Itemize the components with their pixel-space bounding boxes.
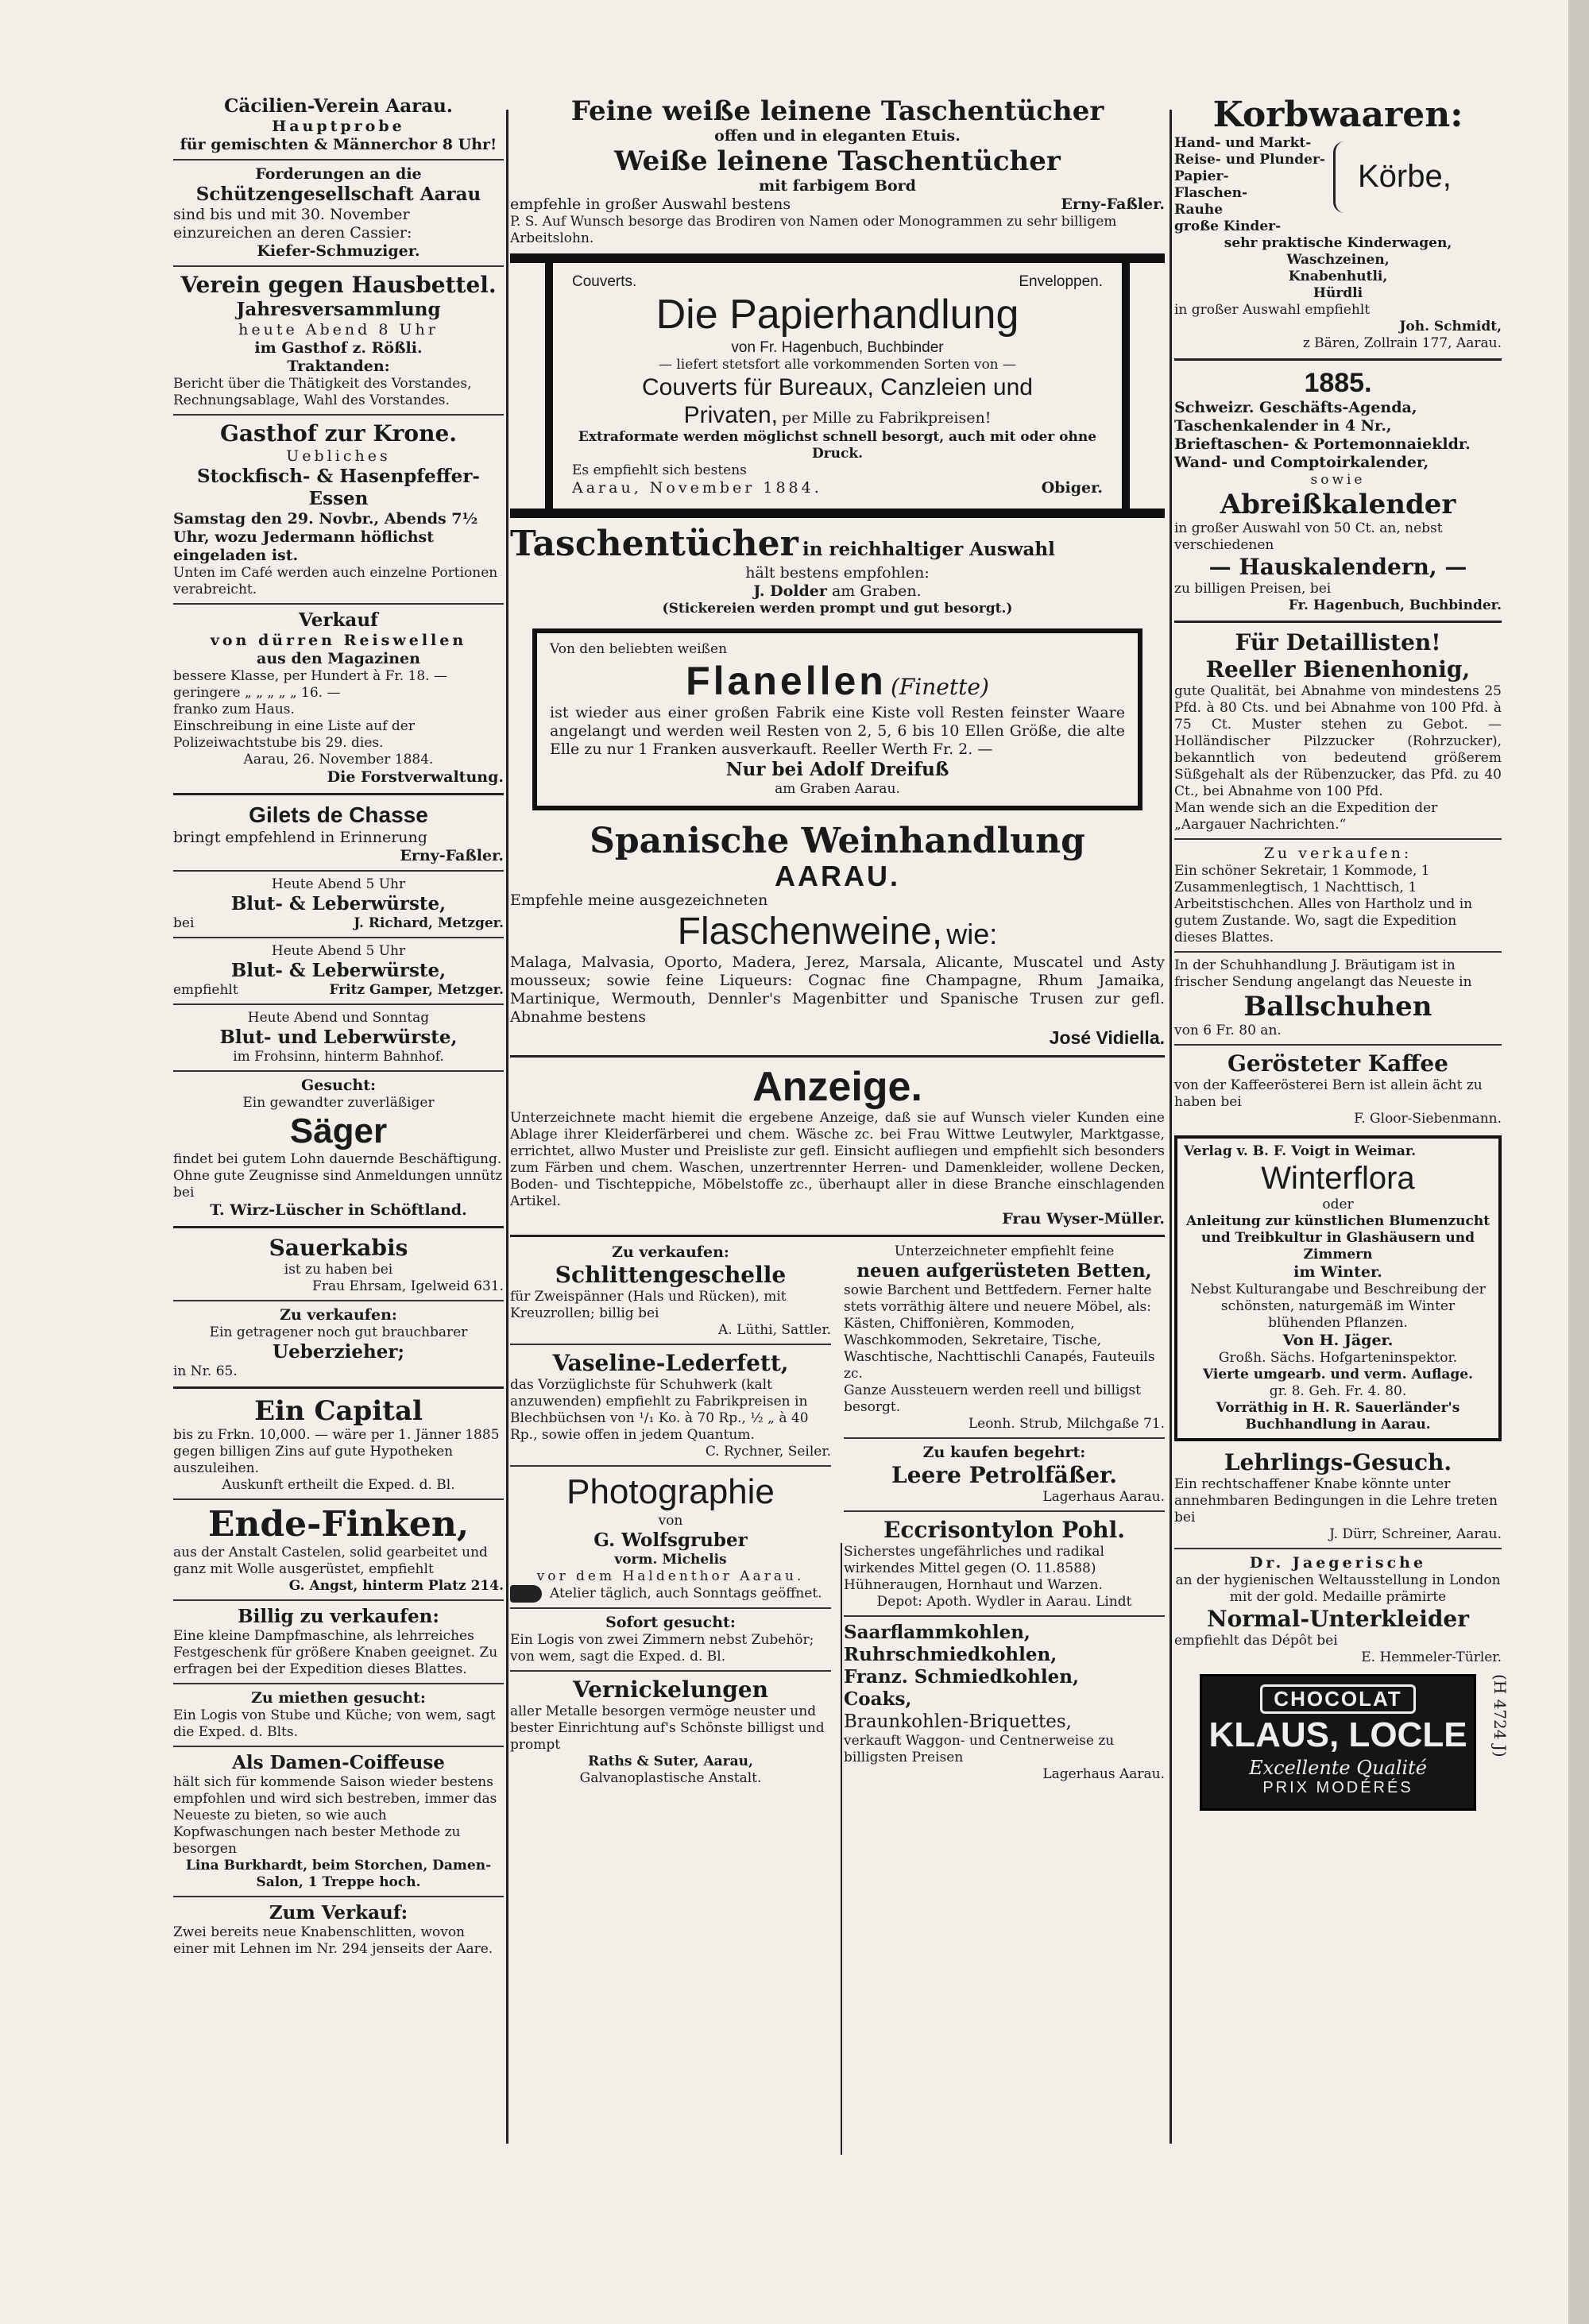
ad-logis: Zu miethen gesucht: Ein Logis von Stube und Küche; von wem, sagt die Exped. d. Blts. xyxy=(173,1689,496,1740)
ad-winterflora: Verlag v. B. F. Voigt in Weimar. Winterflora oder Anleitung zur künstlichen Blumenzucht und Treibkultur in Glashäusern und Zimmern im Winter. Nebst Kulturangabe und Beschreibung der schönsten, naturgemäß im Winter blühenden Pflanzen. Von H. Jäger. Großh. Sächs. Hofgarteninspektor. Vierte umgearb. und verm. Auflage. gr. 8. Geh. Fr. 4. 80. Vorräthig in H. R. Sauerländer's Buchhandlung in Aarau. xyxy=(1174,1135,1502,1441)
chocolat-label: CHOCOLAT KLAUS, LOCLE Excellente Qualité PRIX MODÉRÉS xyxy=(1200,1674,1476,1811)
ad-papierhandlung: Couverts. Enveloppen. Die Papierhandlung von Fr. Hagenbuch, Buchbinder — liefert stetsfort alle vorkommenden Sorten von — Couverts für Bureaux, Canzleien und Privaten, per Mille zu Fabrikpreisen! Extraformate werden möglichst schnell besorgt, auch mit oder ohne Druck. Es empfiehlt sich bestens Aarau, November 1884. Obiger. xyxy=(510,253,1165,518)
brace-icon xyxy=(1333,141,1350,213)
ad-krone: Gasthof zur Krone. Uebliches Stockfisch- & Hasenpfeffer-Essen Samstag den 29. Novbr., Abends 7½ Uhr, wozu Jedermann höflichst eingeladen ist. Unten im Café werden auch einzelne Portionen verabreicht. xyxy=(173,420,498,597)
divider xyxy=(1174,838,1502,840)
divider xyxy=(173,1683,504,1684)
divider xyxy=(1174,1044,1502,1046)
ad-gilets: Gilets de Chasse bringt empfehlend in Erinnerung Erny-Faßler. xyxy=(173,802,504,864)
divider xyxy=(173,1386,504,1389)
ad-finken: Ende-Finken, aus der Anstalt Castelen, solid gearbeitet und ganz mit Wolle ausgerüstet, empfiehlt G. Angst, hinterm Platz 214. xyxy=(173,1504,504,1594)
ad-title: Cäcilien-Verein Aarau. xyxy=(224,95,453,117)
ad-schlittengeschelle: Zu verkaufen: Schlittengeschelle für Zweispänner (Hals und Rücken), mit Kreuzrollen; billig bei A. Lüthi, Sattler. xyxy=(510,1243,831,1338)
ad-betten: Unterzeichneter empfiehlt feine neuen aufgerüsteten Betten, sowie Barchent und Bettfedern. Ferner halte stets vorräthig ältere und neuere Möbel, als: Kästen, Chiffonièren, Kommoden, Waschkommoden, Sekretaire, Tische, Waschtische, Nachttischli Canapés, Fauteuils zc. Ganze Aussteuern werden reell und billigst besorgt. Leonh. Strub, Milchgaße 71. xyxy=(844,1243,1165,1432)
pointing-hand-icon xyxy=(510,1585,542,1603)
ad-vaseline: Vaseline-Lederfett, das Vorzüglichste für Schuhwerk (kalt anzuwenden) empfiehlt zu Fabrikpreisen in Blechbüchsen von ¹/₁ Ko. à 70 Rp., ½ „ à 40 Rp., sowie offen in jedem Quantum. C. Rychner, Seiler. xyxy=(510,1350,831,1460)
center-right-subcolumn xyxy=(844,1243,1165,1787)
ad-vernickelungen: Vernickelungen aller Metalle besorgen vermöge neuster und bester Einrichtung auf's Schönste billigst und prompt Raths & Suter, Aarau, Galvanoplastische Anstalt. xyxy=(510,1676,825,1786)
divider xyxy=(173,793,504,795)
divider xyxy=(510,1670,831,1672)
column-rule-right xyxy=(1170,110,1172,2144)
column-right xyxy=(1174,95,1510,2292)
divider xyxy=(510,1465,831,1467)
center-left-subcolumn xyxy=(510,1243,831,1787)
ad-coiffeuse: Als Damen-Coiffeuse hält sich für kommende Saison wieder bestens empfohlen und wird sich bestreben, immer das Neueste zu bieten, so wie auch Kopfwaschungen nach bester Methode zu besorgen Lina Burkhardt, beim Storchen, Damen-Salon, 1 Treppe hoch. xyxy=(173,1752,497,1890)
ad-moebel: Zu verkaufen: Ein schöner Sekretair, 1 Kommode, 1 Zusammenlegtisch, 1 Nachttisch, 1 Arbeitstischchen. Alles von Hartholz und in gutem Zustande. Wo, sagt die Expedition dieses Blattes. xyxy=(1174,845,1473,945)
divider xyxy=(173,1070,504,1072)
column-rule-left xyxy=(506,110,508,2144)
ad-flanellen: Von den beliebten weißen Flanellen (Finette) ist wieder aus einer großen Fabrik eine Kiste voll Resten feinster Waare angelangt und werden weil Resten von 2, 5, 6 bis 10 Ellen Größe, die alte Elle zu nur 1 Franken ausverkauft. Reeller Werth Fr. 2. — Nur bei Adolf Dreifuß am Graben Aarau. xyxy=(532,628,1142,810)
divider xyxy=(173,870,504,872)
ad-bienenhonig: Für Detaillisten! Reeller Bienenhonig, gute Qualität, bei Abnahme von mindestens 25 Pfd. à 80 Cts. und bei Abnahme von 100 Pfd. à 75 Ct. Muster stehen zu Gebot. — Holländischer Pilzzucker (Rohrzucker), bekanntlich von bedeutend größerem Süßgehalt als der Rübenzucker, das Pfd. zu 40 Ct., bei Abnahme von 100 Pfd. Man wende sich an die Expedition der „Aargauer Nachrichten.“ xyxy=(1174,629,1502,833)
korb-list: Hand- und Markt- Reise- und Plunder- Papier- Flaschen- Rauhe xyxy=(1174,135,1325,218)
divider xyxy=(173,159,504,160)
column-left xyxy=(173,95,504,2292)
ad-caecilien: Cäcilien-Verein Aarau. Hauptprobe für gemischten & Männerchor 8 Uhr! xyxy=(173,95,504,154)
ad-dampfmaschine: Billig zu verkaufen: Eine kleine Dampfmaschine, als lehrreiches Festgeschenk für größere Knaben geeignet. Zu erfragen bei der Expedition dieses Blattes. xyxy=(173,1606,498,1677)
divider xyxy=(173,1226,504,1228)
center-split-section xyxy=(510,1243,1165,1787)
ad-dolder: Taschentücher in reichhaltiger Auswahl hält bestens empfohlen: J. Dolder am Graben. (Stickereien werden prompt und gut besorgt.) xyxy=(510,524,1055,617)
divider xyxy=(173,1746,504,1747)
ad-knabenschlitten: Zum Verkauf: Zwei bereits neue Knabenschlitten, wovon einer mit Lehnen im Nr. 294 jenseits der Aare. xyxy=(173,1902,493,1957)
divider xyxy=(844,1615,1165,1617)
divider xyxy=(1174,358,1502,361)
divider xyxy=(1174,621,1502,623)
divider xyxy=(173,1896,504,1897)
divider xyxy=(1174,951,1502,953)
ad-schuetzen: Forderungen an die Schützengesellschaft Aarau sind bis und mit 30. November einzureichen an deren Cassier: Kiefer-Schmuziger. xyxy=(173,165,481,260)
ad-taschentuecher-erny: Feine weiße leinene Taschentücher offen und in eleganten Etuis. Weiße leinene Taschentücher mit farbigem Bord empfehle in großer Auswahl bestens Erny-Faßler. P. S. Auf Wunsch besorge das Brodiren von Namen oder Monogrammen zu sehr billigem Arbeitslohn. xyxy=(510,95,1165,246)
divider xyxy=(844,1510,1165,1512)
ad-agenda: 1885. Schweizr. Geschäfts-Agenda, Taschenkalender in 4 Nr., Brieftaschen- & Portemonnaiekldr. Wand- und Comptoirkalender, sowie Abreißkalender in großer Auswahl von 50 Ct. an, nebst verschiedenen — Hauskalendern, — zu billigen Preisen, bei Fr. Hagenbuch, Buchbinder. xyxy=(1174,368,1502,613)
divider xyxy=(510,1055,1165,1058)
divider xyxy=(173,414,504,416)
divider xyxy=(510,1607,831,1609)
ad-anzeige: Anzeige. Unterzeichnete macht hiemit die ergebene Anzeige, daß sie auf Wunsch vieler Kunden eine Ablage ihrer Kleiderfärberei und chem. Wäsche zc. bei Frau Wittwe Leutwyler, Marktgasse, errichtet, allwo Muster und Preisliste zur gefl. Einsicht aufliegen und empfiehlt sich besonders zum Färben und chem. Waschen, unzertrennter Herren- und Damenkleider, wollene Decken, Boden- und Tischteppiche, Möbelstoffe zc., überhaupt aller in diese Branche einschlagenden Artikel. Frau Wyser-Müller. xyxy=(510,1064,1165,1228)
ad-ueberzieher: Zu verkaufen: Ein getragener noch gut brauchbarer Ueberzieher; in Nr. 65. xyxy=(173,1306,468,1379)
ad-weinhandlung: Spanische Weinhandlung AARAU. Empfehle meine ausgezeichneten Flaschenweine, wie: Malaga, Malvasia, Oporto, Madera, Jerez, Marsala, Alicante, Muscatel und Asty mousseux; sowie feine Liqueurs: Cognac fine Champagne, Rhum Jamaika, Martinique, Wermouth, Dennler's Magenbitter und Spanische Trusen zur gefl. Abnahme bestens José Vidiella. xyxy=(510,821,1165,1048)
divider xyxy=(844,1437,1165,1439)
ad-ballschuhe: In der Schuhhandlung J. Bräutigam ist in frischer Sendung angelangt das Neueste in Ballschuhen von 6 Fr. 80 an. xyxy=(1174,957,1472,1038)
divider xyxy=(510,1235,1165,1237)
divider xyxy=(173,1300,504,1301)
divider xyxy=(1174,1548,1502,1549)
ad-blut-richard: Heute Abend 5 Uhr Blut- & Leberwürste, bei J. Richard, Metzger. xyxy=(173,876,504,931)
divider xyxy=(173,1498,504,1500)
ad-zimmer: Sofort gesucht: Ein Logis von zwei Zimmern nebst Zubehör; von wem, sagt die Exped. d. Bl. xyxy=(510,1614,814,1665)
ad-lehrling: Lehrlings-Gesuch. Ein rechtschaffener Knabe könnte unter annehmbaren Bedingungen in die Lehre treten bei J. Dürr, Schreiner, Aarau. xyxy=(1174,1449,1502,1542)
ad-saeger: Gesucht: Ein gewandter zuverläßiger Säger findet bei gutem Lohn dauernde Beschäftigung. Ohne gute Zeugnisse sind Anmeldungen unnütz bei T. Wirz-Lüscher in Schöftland. xyxy=(173,1077,503,1219)
ad-petrolfaesser: Zu kaufen begehrt: Leere Petrolfäßer. Lagerhaus Aarau. xyxy=(891,1444,1165,1505)
ad-normal-unterkleider: Dr. Jaegerische an der hygienischen Weltausstellung in London mit der gold. Medaille prämirte Normal-Unterkleider empfiehlt das Dépôt bei E. Hemmeler-Türler. xyxy=(1174,1554,1502,1665)
ad-photographie: Photographie von G. Wolfsgruber vorm. Michelis vor dem Haldenthor Aarau. Atelier täglich, auch Sonntags geöffnet. xyxy=(510,1471,831,1603)
divider xyxy=(173,1599,504,1601)
divider xyxy=(173,265,504,267)
divider xyxy=(173,937,504,938)
ad-capital: Ein Capital bis zu Frkn. 10,000. — wäre per 1. Jänner 1885 gegen billigen Zins auf gute Hypotheken auszuleihen. Auskunft ertheilt die Exped. d. Bl. xyxy=(173,1395,500,1493)
ad-blut-gamper: Heute Abend 5 Uhr Blut- & Leberwürste, empfiehlt Fritz Gamper, Metzger. xyxy=(173,943,504,998)
ad-verkauf-reiswellen: Verkauf von dürren Reiswellen aus den Magazinen bessere Klasse, per Hundert à Fr. 18. — geringere „ „ „ „ „ 16. — franko zum Haus. Einschreibung in eine Liste auf der Polizeiwachtstube bis 29. dies. Aarau, 26. November 1884. Die Forstverwaltung. xyxy=(173,609,504,786)
ad-eccrisontylon: Eccrisontylon Pohl. Sicherstes ungefährliches und radikal wirkendes Mittel gegen (O. 11.8588) Hühneraugen, Hornhaut und Warzen. Depot: Apoth. Wydler in Aarau. Lindt xyxy=(844,1517,1132,1610)
divider xyxy=(510,1344,831,1345)
ad-chocolat: CHOCOLAT KLAUS, LOCLE Excellente Qualité PRIX MODÉRÉS (H 4724 J) xyxy=(1174,1674,1502,1811)
ad-kohlen: Saarflammkohlen, Ruhrschmiedkohlen, Franz. Schmiedkohlen, Coaks, Braunkohlen-Briquettes, verkauft Waggon- und Centnerweise zu billigsten Preisen Lagerhaus Aarau. xyxy=(844,1622,1165,1782)
ad-kaffee: Gerösteter Kaffee von der Kaffeerösterei Bern ist allein ächt zu haben bei F. Gloor-Siebenmann. xyxy=(1174,1050,1502,1127)
ad-blut-frohsinn: Heute Abend und Sonntag Blut- und Leberwürste, im Frohsinn, hinterm Bahnhof. xyxy=(219,1010,458,1065)
ad-sauerkabis: Sauerkabis ist zu haben bei Frau Ehrsam, Igelweid 631. xyxy=(269,1235,504,1294)
ad-hausbettel: Verein gegen Hausbettel. Jahresversammlung heute Abend 8 Uhr im Gasthof z. Rößli. Traktanden: Bericht über die Thätigkeit des Vorstandes, Rechnungsablage, Wahl des Vorstandes. xyxy=(173,272,497,408)
ad-korbwaaren: Korbwaaren: Hand- und Markt- Reise- und Plunder- Papier- Flaschen- Rauhe Körbe, große Kinder- sehr praktische Kinderwagen, Waschzeinen, Knabenhutli, Hürdli in großer Auswahl empfiehlt Joh. Schmidt, z Bären, Zollrain 177, Aarau. xyxy=(1174,95,1502,351)
divider xyxy=(173,1003,504,1005)
divider xyxy=(173,603,504,605)
column-center xyxy=(510,95,1165,2292)
page-edge xyxy=(1568,0,1589,2324)
